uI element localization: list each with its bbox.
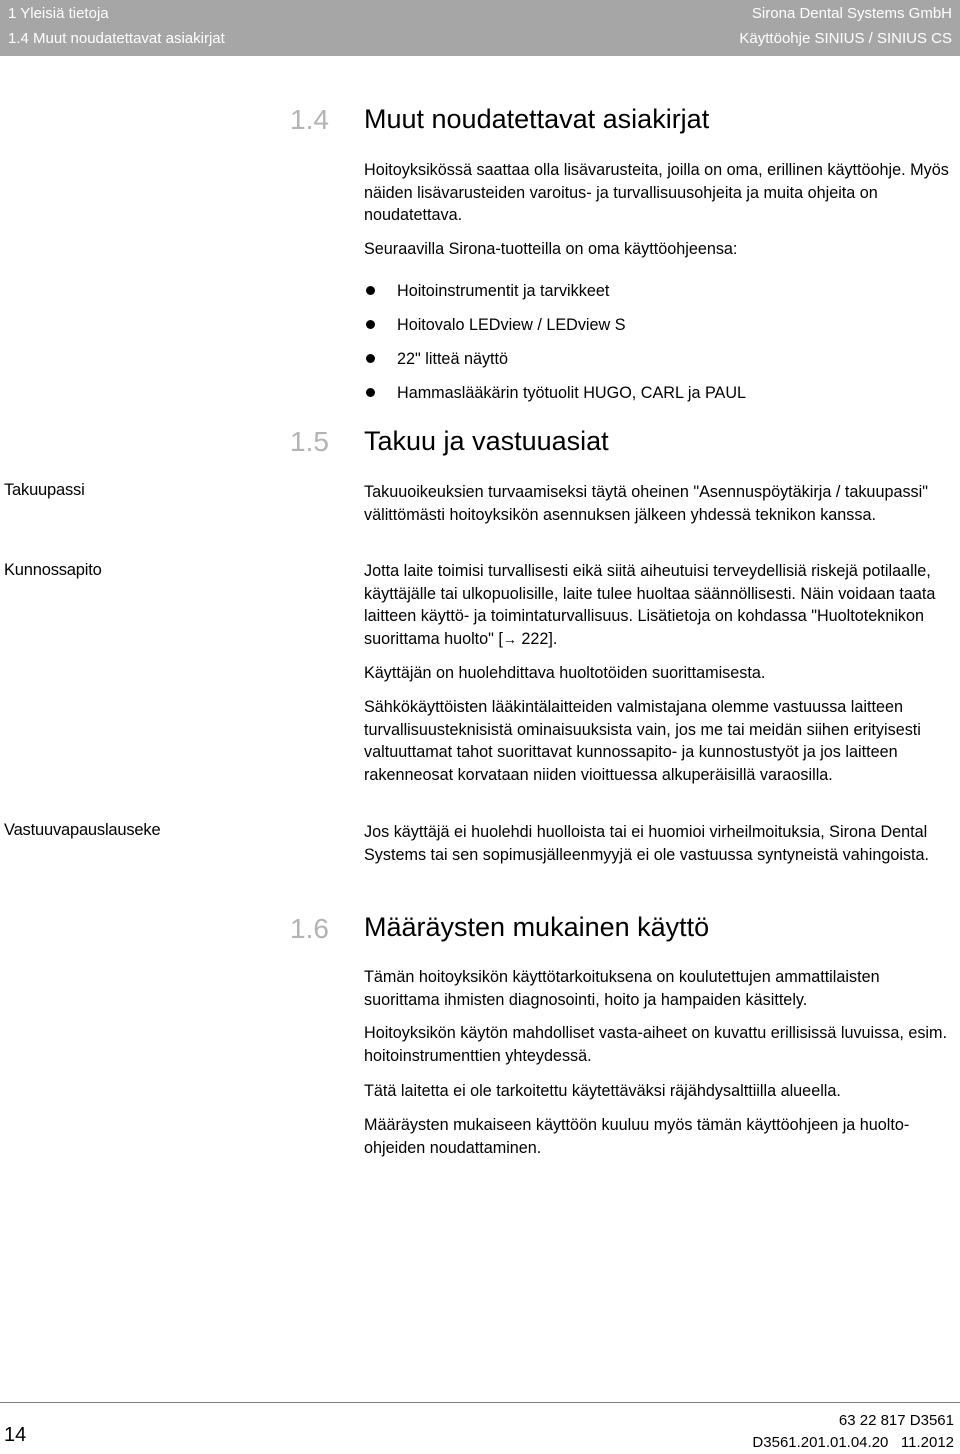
paragraph: Määräysten mukaiseen käyttöön kuuluu myös tämän käyttöohjeen ja huolto-ohjeiden noudattaminen. [364,1116,910,1157]
paragraph: Seuraavilla Sirona-tuotteilla on oma käyttöohjeensa: [364,240,738,258]
list-item: Hoitoinstrumentit ja tarvikkeet [364,280,746,314]
paragraph: Sähkökäyttöisten lääkintälaitteiden valmistajana olemme vastuussa laitteen turvallisuusteknisistä ominaisuuksista vain, jos me tai meidän siihen erityisesti valtuuttamat tahot suorittavat kunnossapito- ja kunnostustyöt ja jos laitteen rakenneosat korvataan niiden vioittuessa alkuperäisillä varaosilla. [364,698,921,784]
bullet-list [364,280,746,416]
header-manual: Käyttöohje SINIUS / SINIUS CS [739,30,952,47]
paragraph: Käyttäjän on huolehdittava huoltotöiden suorittamisesta. [364,664,766,682]
section-title: Muut noudatettavat asiakirjat [364,104,710,134]
bullet-dot-icon [366,388,375,397]
paragraph: Jotta laite toimisi turvallisesti eikä siitä aiheutuisi terveydellisiä riskejä potilaalle, käyttäjälle tai ulkopuolisille, laite tulee huoltaa säännöllisesti. Näin voidaan taata laitteen käyttö- ja toimintaturvallisuus. Lisätietoja on kohdassa "Huoltoteknikon suorittama huolto" [→ 222]. [364,562,936,648]
section-number: 1.4 [290,104,329,135]
document-id [752,1410,954,1454]
header-chapter: 1 Yleisiä tietoja [8,5,109,22]
section-title: Takuu ja vastuuasiat [364,426,609,456]
paragraph: Hoitoyksikössä saattaa olla lisävarusteita, joilla on oma, erillinen käyttöohje. Myös näiden lisävarusteiden varoitus- ja turvallisuusohjeita ja muita ohjeita on noudatettava. [364,161,949,224]
paragraph: Hoitoyksikön käytön mahdolliset vasta-aiheet on kuvattu erillisissä luvuissa, esim. hoitoinstrumenttien yhteydessä. [364,1024,948,1065]
side-label-maintenance: Kunnossapito [4,561,102,579]
list-item: 22" litteä näyttö [364,348,746,382]
header-section: 1.4 Muut noudatettavat asiakirjat [8,30,225,47]
section-number: 1.5 [290,426,329,457]
paragraph: Tämän hoitoyksikön käyttötarkoituksena on koulutettujen ammattilaisten suorittama ihmisten diagnosointi, hoito ja hampaiden käsittely. [364,968,880,1009]
section-title: Määräysten mukainen käyttö [364,912,710,942]
side-label-warranty: Takuupassi [4,481,85,499]
bullet-dot-icon [366,286,375,295]
section-number: 1.6 [290,913,329,944]
doc-code-date: D3561.201.01.04.20 11.2012 [752,1434,954,1451]
list-item: Hammaslääkärin työtuolit HUGO, CARL ja PAUL [364,382,746,416]
side-label-disclaimer: Vastuuvapauslauseke [4,821,161,839]
order-number: 63 22 817 D3561 [838,1412,954,1429]
bullet-dot-icon [366,354,375,363]
bullet-dot-icon [366,320,375,329]
header-company: Sirona Dental Systems GmbH [751,5,952,22]
paragraph: Jos käyttäjä ei huolehdi huolloista tai ei huomioi virheilmoituksia, Sirona Dental Systems tai sen sopimusjälleenmyyjä ei ole vastuussa syntyneistä vahingoista. [364,823,930,864]
list-item: Hoitovalo LEDview / LEDview S [364,314,746,348]
footer-divider [0,1402,960,1403]
paragraph: Tätä laitetta ei ole tarkoitettu käytettäväksi räjähdysalttiilla alueella. [364,1082,841,1100]
page-header [0,0,960,56]
page-number: 14 [4,1424,27,1446]
cross-reference-arrow-icon: → [502,630,517,647]
paragraph: Takuuoikeuksien turvaamiseksi täytä oheinen "Asennuspöytäkirja / takuupassi" välittömästi hoitoyksikön asennuksen jälkeen yhdessä teknikon kanssa. [364,483,928,524]
